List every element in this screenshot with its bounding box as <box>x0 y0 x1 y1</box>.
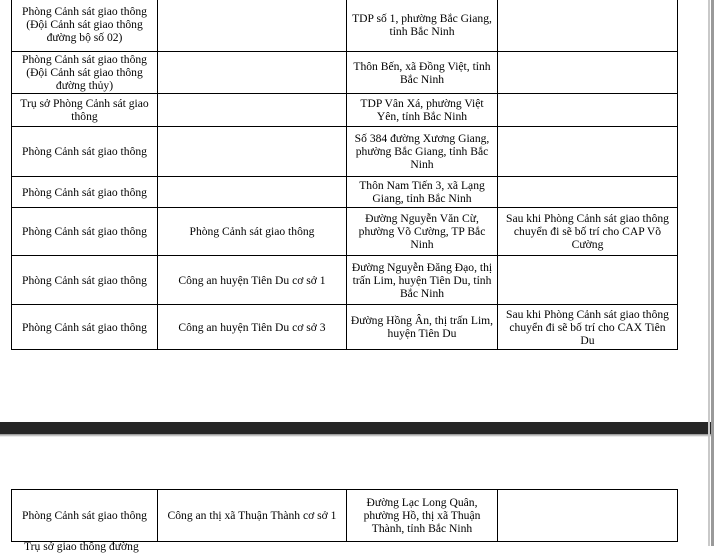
cut-off-row-text: Trụ sở giao thông đường <box>24 540 139 553</box>
unit-cell: Trụ sở Phòng Cảnh sát giao thông <box>12 94 158 127</box>
current-unit-cell: Công an huyện Tiên Du cơ sở 3 <box>158 305 347 350</box>
table-row <box>12 52 678 94</box>
table-row <box>12 208 678 256</box>
unit-cell: Phòng Cảnh sát giao thông <box>12 208 158 256</box>
note-cell <box>498 127 678 177</box>
current-unit-cell: Phòng Cảnh sát giao thông <box>158 208 347 256</box>
address-cell: TDP Vân Xá, phường Việt Yên, tỉnh Bắc Ninh <box>347 94 498 127</box>
note-cell <box>498 490 678 542</box>
table-row <box>12 127 678 177</box>
note-cell <box>498 52 678 94</box>
current-unit-cell <box>158 94 347 127</box>
page-break-shadow <box>0 434 714 437</box>
note-cell <box>498 256 678 305</box>
note-cell <box>498 177 678 208</box>
table-row <box>12 177 678 208</box>
address-cell: Số 384 đường Xương Giang, phường Bắc Giang, tỉnh Bắc Ninh <box>347 127 498 177</box>
table-row <box>12 490 678 542</box>
address-cell: Đường Nguyễn Đăng Đạo, thị trấn Lim, huyện Tiên Du, tỉnh Bắc Ninh <box>347 256 498 305</box>
traffic-police-locations-table <box>11 0 678 350</box>
address-cell: TDP số 1, phường Bắc Giang, tỉnh Bắc Ninh <box>347 0 498 52</box>
current-unit-cell <box>158 52 347 94</box>
traffic-police-locations-table-continued <box>11 489 678 542</box>
address-cell: Thôn Bến, xã Đồng Việt, tỉnh Bắc Ninh <box>347 52 498 94</box>
unit-cell: Phòng Cảnh sát giao thông <box>12 256 158 305</box>
page-edge <box>708 0 710 546</box>
table-row <box>12 256 678 305</box>
table-row <box>12 94 678 127</box>
table-row <box>12 0 678 52</box>
current-unit-cell: Công an thị xã Thuận Thành cơ sở 1 <box>158 490 347 542</box>
address-cell: Đường Hồng Ân, thị trấn Lim, huyện Tiên Du <box>347 305 498 350</box>
unit-cell: Phòng Cảnh sát giao thông (Đội Cảnh sát giao thông đường thủy) <box>12 52 158 94</box>
current-unit-cell <box>158 177 347 208</box>
unit-cell: Phòng Cảnh sát giao thông (Đội Cảnh sát giao thông đường bộ số 02) <box>12 0 158 52</box>
unit-cell: Phòng Cảnh sát giao thông <box>12 127 158 177</box>
unit-cell: Phòng Cảnh sát giao thông <box>12 177 158 208</box>
current-unit-cell: Công an huyện Tiên Du cơ sở 1 <box>158 256 347 305</box>
note-cell <box>498 94 678 127</box>
address-cell: Đường Nguyễn Văn Cừ, phường Võ Cường, TP Bắc Ninh <box>347 208 498 256</box>
page-break-bar <box>0 422 714 434</box>
table-row <box>12 305 678 350</box>
unit-cell: Phòng Cảnh sát giao thông <box>12 490 158 542</box>
address-cell: Đường Lạc Long Quân, phường Hồ, thị xã Thuận Thành, tỉnh Bắc Ninh <box>347 490 498 542</box>
unit-cell: Phòng Cảnh sát giao thông <box>12 305 158 350</box>
note-cell: Sau khi Phòng Cảnh sát giao thông chuyển đi sẽ bố trí cho CAX Tiên Du <box>498 305 678 350</box>
note-cell: Sau khi Phòng Cảnh sát giao thông chuyển đi sẽ bố trí cho CAP Võ Cường <box>498 208 678 256</box>
current-unit-cell <box>158 0 347 52</box>
note-cell <box>498 0 678 52</box>
current-unit-cell <box>158 127 347 177</box>
address-cell: Thôn Nam Tiến 3, xã Lạng Giang, tỉnh Bắc Ninh <box>347 177 498 208</box>
